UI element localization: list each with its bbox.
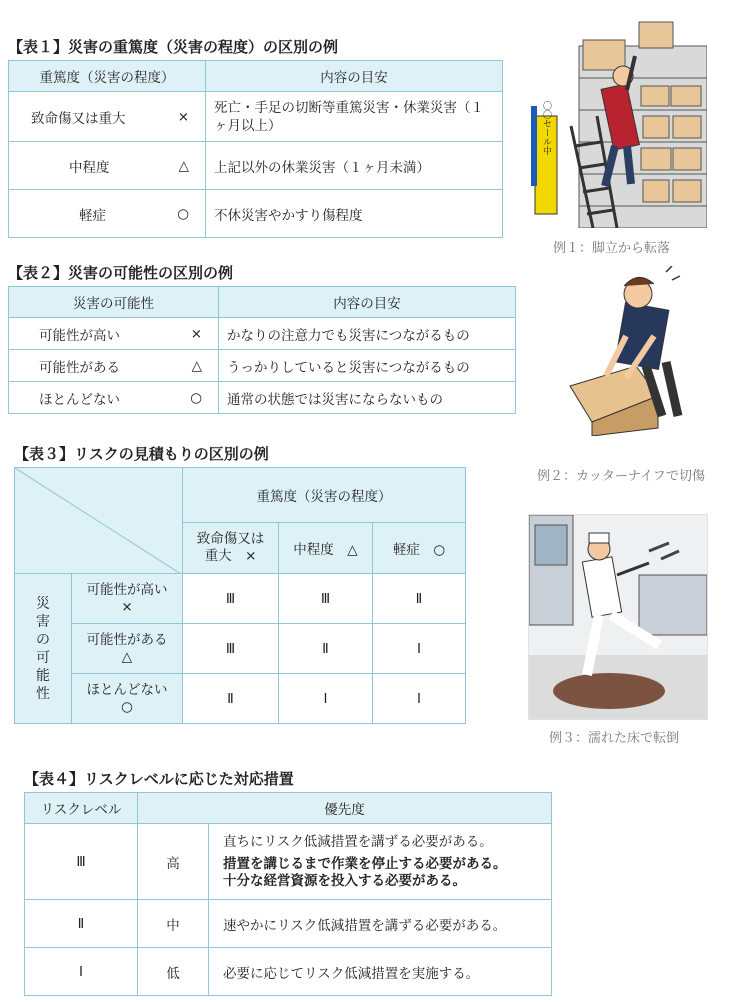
matrix-cell: Ⅱ xyxy=(373,574,466,624)
col-label: 致命傷又は xyxy=(196,531,265,547)
illustration-caption-3: 例３：濡れた床で転倒 xyxy=(549,731,680,746)
severity-symbol: △ xyxy=(178,157,189,174)
response-cell: 速やかにリスク低減措置を講ずる必要がある。 xyxy=(209,900,552,948)
table2-header-possibility: 災害の可能性 xyxy=(9,287,219,318)
possibility-symbol: × xyxy=(190,325,202,342)
table3-row-group xyxy=(15,574,72,724)
table3-col-header xyxy=(183,523,279,574)
table4-risk-response xyxy=(24,792,552,996)
priority-cell: 高 xyxy=(138,824,209,900)
possibility-label: ほとんどない xyxy=(39,391,120,408)
table3-risk-matrix xyxy=(14,467,466,724)
row-symbol: ○ xyxy=(121,698,133,715)
possibility-label: 可能性がある xyxy=(39,359,120,376)
table3-col-header xyxy=(373,523,466,574)
table2-row-label xyxy=(9,318,219,350)
table3-row-header xyxy=(72,674,183,724)
response-cell xyxy=(209,824,552,900)
table3-col-header xyxy=(279,523,373,574)
response-line: 直ちにリスク低減措置を講ずる必要がある。 xyxy=(223,833,493,850)
table3-title: 【表３】リスクの見積もりの区別の例 xyxy=(14,445,269,463)
table1-row-label xyxy=(9,92,206,142)
severity-label: 中程度 xyxy=(69,159,110,176)
response-line: 措置を講じるまで作業を停止する必要がある。 xyxy=(223,855,507,872)
possibility-symbol: △ xyxy=(191,357,202,374)
illustration-caption-1: 例１：脚立から転落 xyxy=(553,241,671,256)
wet-floor-picture xyxy=(529,515,707,719)
row-symbol: × xyxy=(121,598,133,615)
table4-header-priority: 優先度 xyxy=(138,793,552,824)
matrix-cell: Ⅲ xyxy=(183,624,279,674)
table2-possibility xyxy=(8,286,516,414)
sale-sign-text: 〇〇セール中 xyxy=(541,101,551,155)
table1-row-desc: 不休災害やかすり傷程度 xyxy=(206,190,503,238)
col-label: 中程度 xyxy=(293,542,334,558)
table1-row-label xyxy=(9,190,206,238)
matrix-cell: Ⅰ xyxy=(373,674,466,724)
col-symbol: △ xyxy=(347,542,358,558)
table1-title: 【表１】災害の重篤度（災害の程度）の区別の例 xyxy=(8,38,339,56)
matrix-cell: Ⅲ xyxy=(183,574,279,624)
table1-row-label xyxy=(9,142,206,190)
table3-row-header xyxy=(72,574,183,624)
table3-row-header xyxy=(72,624,183,674)
table3-corner-cell xyxy=(15,468,183,574)
table2-title: 【表２】災害の可能性の区別の例 xyxy=(8,264,234,282)
table1-row-desc: 上記以外の休業災害（１ヶ月未満） xyxy=(206,142,503,190)
table2-row-desc: うっかりしていると災害につながるもの xyxy=(219,350,516,382)
col-label: 軽症 xyxy=(392,542,420,558)
row-label: 可能性が高い xyxy=(86,581,168,598)
row-label: ほとんどない xyxy=(86,681,168,698)
illustration-caption-2: 例２：カッターナイフで切傷 xyxy=(537,469,705,484)
matrix-cell: Ⅱ xyxy=(183,674,279,724)
table1-header-severity: 重篤度（災害の程度） xyxy=(9,61,206,92)
table2-row-label xyxy=(9,382,219,414)
table3-col-group: 重篤度（災害の程度） xyxy=(183,468,466,523)
diagonal-line xyxy=(15,468,181,574)
possibility-label: 可能性が高い xyxy=(39,327,120,344)
severity-label: 軽症 xyxy=(79,207,106,224)
col-symbol: ○ xyxy=(433,542,446,558)
illustration-ladder-fall xyxy=(531,16,707,228)
risk-level-cell: Ⅱ xyxy=(25,900,138,948)
matrix-cell: Ⅲ xyxy=(279,574,373,624)
cutter-cut-picture xyxy=(566,266,688,436)
table2-row-desc: 通常の状態では災害にならないもの xyxy=(219,382,516,414)
response-line: 十分な経営資源を投入する必要がある。 xyxy=(223,872,466,889)
illustration-cutter-cut xyxy=(566,266,688,436)
possibility-symbol: ○ xyxy=(190,389,202,406)
risk-level-cell: Ⅰ xyxy=(25,948,138,996)
table1-severity xyxy=(8,60,503,238)
matrix-cell: Ⅰ xyxy=(373,624,466,674)
response-cell: 必要に応じてリスク低減措置を実施する。 xyxy=(209,948,552,996)
row-symbol: △ xyxy=(121,648,133,665)
severity-symbol: × xyxy=(177,108,189,125)
matrix-cell: Ⅱ xyxy=(279,624,373,674)
risk-level-cell: Ⅲ xyxy=(25,824,138,900)
ladder-fall-picture xyxy=(531,16,707,228)
illustration-wet-floor xyxy=(528,514,708,720)
priority-cell: 中 xyxy=(138,900,209,948)
matrix-cell: Ⅰ xyxy=(279,674,373,724)
col-symbol: × xyxy=(245,548,257,564)
table2-row-label xyxy=(9,350,219,382)
col-sym-wrap: 重大 × xyxy=(204,548,257,564)
table2-header-guideline: 内容の目安 xyxy=(219,287,516,318)
table2-row-desc: かなりの注意力でも災害につながるもの xyxy=(219,318,516,350)
table4-title: 【表４】リスクレベルに応じた対応措置 xyxy=(24,770,294,788)
row-label: 可能性がある xyxy=(86,631,168,648)
priority-cell: 低 xyxy=(138,948,209,996)
table4-header-level: リスクレベル xyxy=(25,793,138,824)
table1-row-desc: 死亡・手足の切断等重篤災害・休業災害（１ヶ月以上） xyxy=(206,92,503,142)
severity-symbol: ○ xyxy=(177,205,189,222)
severity-label: 致命傷又は重大 xyxy=(31,110,126,127)
table1-header-guideline: 内容の目安 xyxy=(206,61,503,92)
row-group-vertical: 災害の可能性 xyxy=(36,595,50,702)
